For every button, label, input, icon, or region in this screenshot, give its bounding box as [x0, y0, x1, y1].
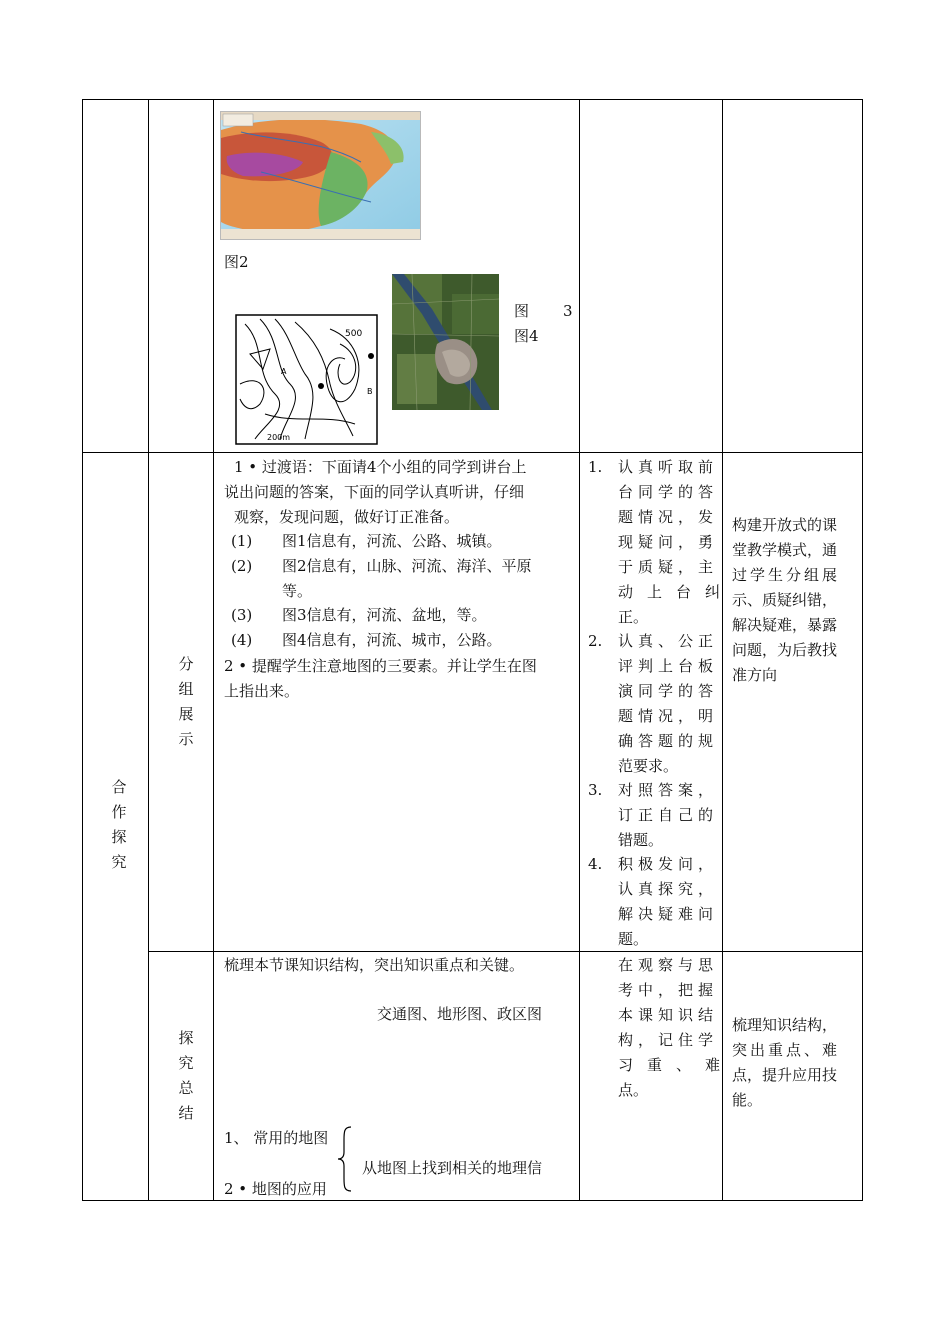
item-4-num: (4): [231, 631, 253, 649]
item-2-num: (2): [231, 557, 253, 575]
item-1-text: 图1信息有，河流、公路、城镇。: [282, 532, 502, 550]
row-divider-2: [148, 951, 863, 952]
student-summary-l6: 点。: [618, 1081, 649, 1099]
table-bottom-border: [82, 1200, 863, 1201]
contour-label-500: 500: [345, 329, 363, 339]
student-1-num: 1.: [588, 458, 603, 476]
summary-apply: 从地图上找到相关的地理信: [362, 1159, 543, 1177]
intent-summary-l3: 点，提升应用技: [732, 1066, 838, 1084]
student-summary-l4: 构，记住学: [618, 1031, 719, 1049]
intent-show-l7: 准方向: [732, 666, 778, 684]
col-divider-4: [722, 99, 723, 1201]
student-2-l6: 范要求。: [618, 757, 679, 775]
student-2-l5: 确答题的规: [618, 732, 719, 750]
remind-line-2: 上指出来。: [224, 682, 300, 700]
remind-line-1: 2 • 提醒学生注意地图的三要素。并让学生在图: [224, 657, 537, 675]
contour-label-b: B: [367, 387, 373, 396]
col-divider-1: [148, 99, 149, 1201]
figure-4-label: 图4: [514, 327, 539, 345]
student-2-l2: 评判上台板: [618, 657, 719, 675]
student-1-l6: 动上台纠: [618, 583, 735, 601]
col-divider-3: [579, 99, 580, 1201]
student-2-l4: 题情况，明: [618, 707, 719, 725]
teacher-transition-line-1: 1 • 过渡语：下面请4个小组的同学到讲台上: [234, 458, 527, 476]
contour-label-200m: 200m: [267, 433, 291, 442]
intent-show-l3: 过学生分组展: [732, 566, 841, 584]
figure-3-label-a: 图: [514, 302, 530, 320]
student-2-l3: 演同学的答: [618, 682, 719, 700]
summary-item-2: 2 • 地图的应用: [224, 1180, 327, 1198]
item-1-num: (1): [231, 532, 253, 550]
student-4-l3: 解决疑难问: [618, 905, 719, 923]
group-show-label: 分 组 展 示: [178, 655, 194, 748]
teacher-transition-line-2: 说出问题的答案，下面的同学认真听讲，仔细: [224, 483, 525, 501]
intent-show-l2: 堂教学模式，通: [732, 541, 838, 559]
intent-summary-l2: 突出重点、难: [732, 1041, 841, 1059]
student-summary-l3: 本课知识结: [618, 1006, 719, 1024]
row-divider-1: [82, 452, 863, 453]
student-1-l5: 于质疑，主: [618, 558, 719, 576]
figure-3-label-b: 3: [563, 302, 573, 320]
intent-show-l1: 构建开放式的课: [732, 516, 838, 534]
student-1-l1: 认真听取前: [618, 458, 719, 476]
student-4-l1: 积极发问，: [618, 855, 719, 873]
student-3-l1: 对照答案，: [618, 781, 719, 799]
student-1-l7: 正。: [618, 608, 649, 626]
col-divider-2: [213, 99, 214, 1201]
summary-map-types: 交通图、地形图、政区图: [377, 1005, 543, 1023]
student-3-num: 3.: [588, 781, 603, 799]
intent-show-l5: 解决疑难，暴露: [732, 616, 838, 634]
student-1-l2: 台同学的答: [618, 483, 719, 501]
table-top-border: [82, 99, 863, 100]
china-terrain-map-image: [220, 111, 421, 240]
student-3-l3: 错题。: [618, 831, 664, 849]
item-4-text: 图4信息有，河流、城市，公路。: [282, 631, 502, 649]
item-3-num: (3): [231, 606, 253, 624]
item-2-text: 图2信息有，山脉、河流、海洋、平原: [282, 557, 532, 575]
student-4-l2: 认真探究，: [618, 880, 719, 898]
teacher-transition-line-3: 观察，发现问题，做好订正准备。: [234, 508, 460, 526]
student-1-l3: 题情况，发: [618, 508, 719, 526]
satellite-city-image: [392, 274, 499, 410]
student-2-num: 2.: [588, 632, 603, 650]
student-4-num: 4.: [588, 855, 603, 873]
contour-map-image: [235, 314, 378, 445]
summary-label: 探 究 总 结: [178, 1029, 194, 1122]
intent-summary-l4: 能。: [732, 1091, 763, 1109]
student-summary-l1: 在观察与思: [618, 956, 719, 974]
table-left-border: [82, 99, 83, 1201]
student-1-l4: 现疑问，勇: [618, 533, 719, 551]
figure-2-label: 图2: [224, 253, 249, 271]
student-2-l1: 认真、公正: [618, 632, 719, 650]
student-4-l4: 题。: [618, 930, 649, 948]
intent-summary-l1: 梳理知识结构，: [732, 1016, 838, 1034]
item-3-text: 图3信息有，河流、盆地，等。: [282, 606, 487, 624]
item-2-cont: 等。: [282, 582, 313, 600]
student-summary-l5: 习重、难: [618, 1056, 735, 1074]
intent-show-l4: 示、质疑纠错，: [732, 591, 838, 609]
table-right-border: [862, 99, 863, 1201]
student-3-l2: 订正自己的: [618, 806, 719, 824]
student-summary-l2: 考中，把握: [618, 981, 719, 999]
curly-brace: [336, 1126, 354, 1192]
summary-item-1: 1、 常用的地图: [224, 1129, 329, 1147]
stage-label: 合 作 探 究: [111, 778, 127, 871]
contour-label-a: A: [281, 367, 287, 376]
summary-intro: 梳理本节课知识结构，突出知识重点和关键。: [224, 956, 525, 974]
intent-show-l6: 问题，为后教找: [732, 641, 838, 659]
